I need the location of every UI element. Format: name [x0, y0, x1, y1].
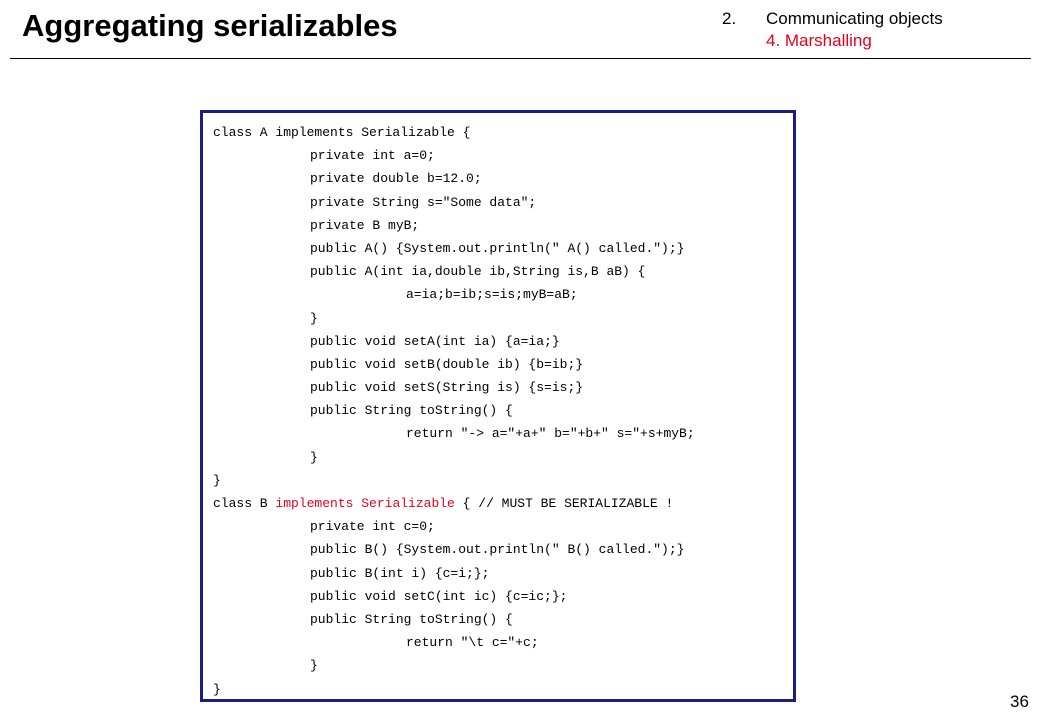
code-line: public void setS(String is) {s=is;}	[310, 380, 584, 396]
code-line: private int c=0;	[310, 519, 435, 535]
code-listing	[213, 121, 695, 701]
page-number: 36	[1010, 692, 1029, 711]
code-line: private double b=12.0;	[310, 171, 482, 187]
code-line: public B() {System.out.println(" B() called.");}	[310, 542, 685, 558]
code-line: public A() {System.out.println(" A() called.");}	[310, 240, 685, 256]
code-line-class-b	[213, 492, 695, 515]
code-line: public String toString() {	[310, 403, 513, 419]
title-divider	[10, 58, 1031, 59]
code-line: class A implements Serializable {	[213, 125, 471, 140]
code-line: public B(int i) {c=i;};	[310, 565, 490, 581]
code-text: class B	[213, 496, 276, 511]
code-line: }	[213, 472, 221, 488]
code-line: private String s="Some data";	[310, 194, 537, 210]
code-line: public A(int ia,double ib,String is,B aB) {	[310, 264, 646, 280]
code-listing-box	[200, 110, 796, 702]
code-line: public String toString() {	[310, 611, 513, 627]
outline-subsection: 4. Marshalling	[766, 31, 872, 50]
code-line: private B myB;	[310, 217, 420, 233]
code-line: return "\t c="+c;	[406, 635, 539, 651]
code-line: a=ia;b=ib;s=is;myB=aB;	[406, 287, 578, 303]
code-highlight: implements Serializable	[275, 496, 455, 511]
code-line: return "-> a="+a+" b="+b+" s="+s+myB;	[406, 426, 695, 442]
code-line: public void setC(int ic) {c=ic;};	[310, 588, 568, 604]
outline-section: Communicating objects	[766, 9, 943, 28]
outline-number: 2.	[722, 9, 737, 28]
code-line: public void setB(double ib) {b=ib;}	[310, 356, 584, 372]
code-line: }	[310, 449, 318, 465]
code-comment: { // MUST BE SERIALIZABLE !	[454, 496, 674, 511]
slide-title: Aggregating serializables	[22, 8, 398, 43]
code-line: }	[213, 681, 221, 697]
section-outline	[722, 8, 943, 52]
code-line: }	[310, 658, 318, 674]
code-line: }	[310, 310, 318, 326]
code-line: public void setA(int ia) {a=ia;}	[310, 333, 560, 349]
outline-section-row	[722, 8, 943, 30]
code-line: private int a=0;	[310, 148, 435, 164]
